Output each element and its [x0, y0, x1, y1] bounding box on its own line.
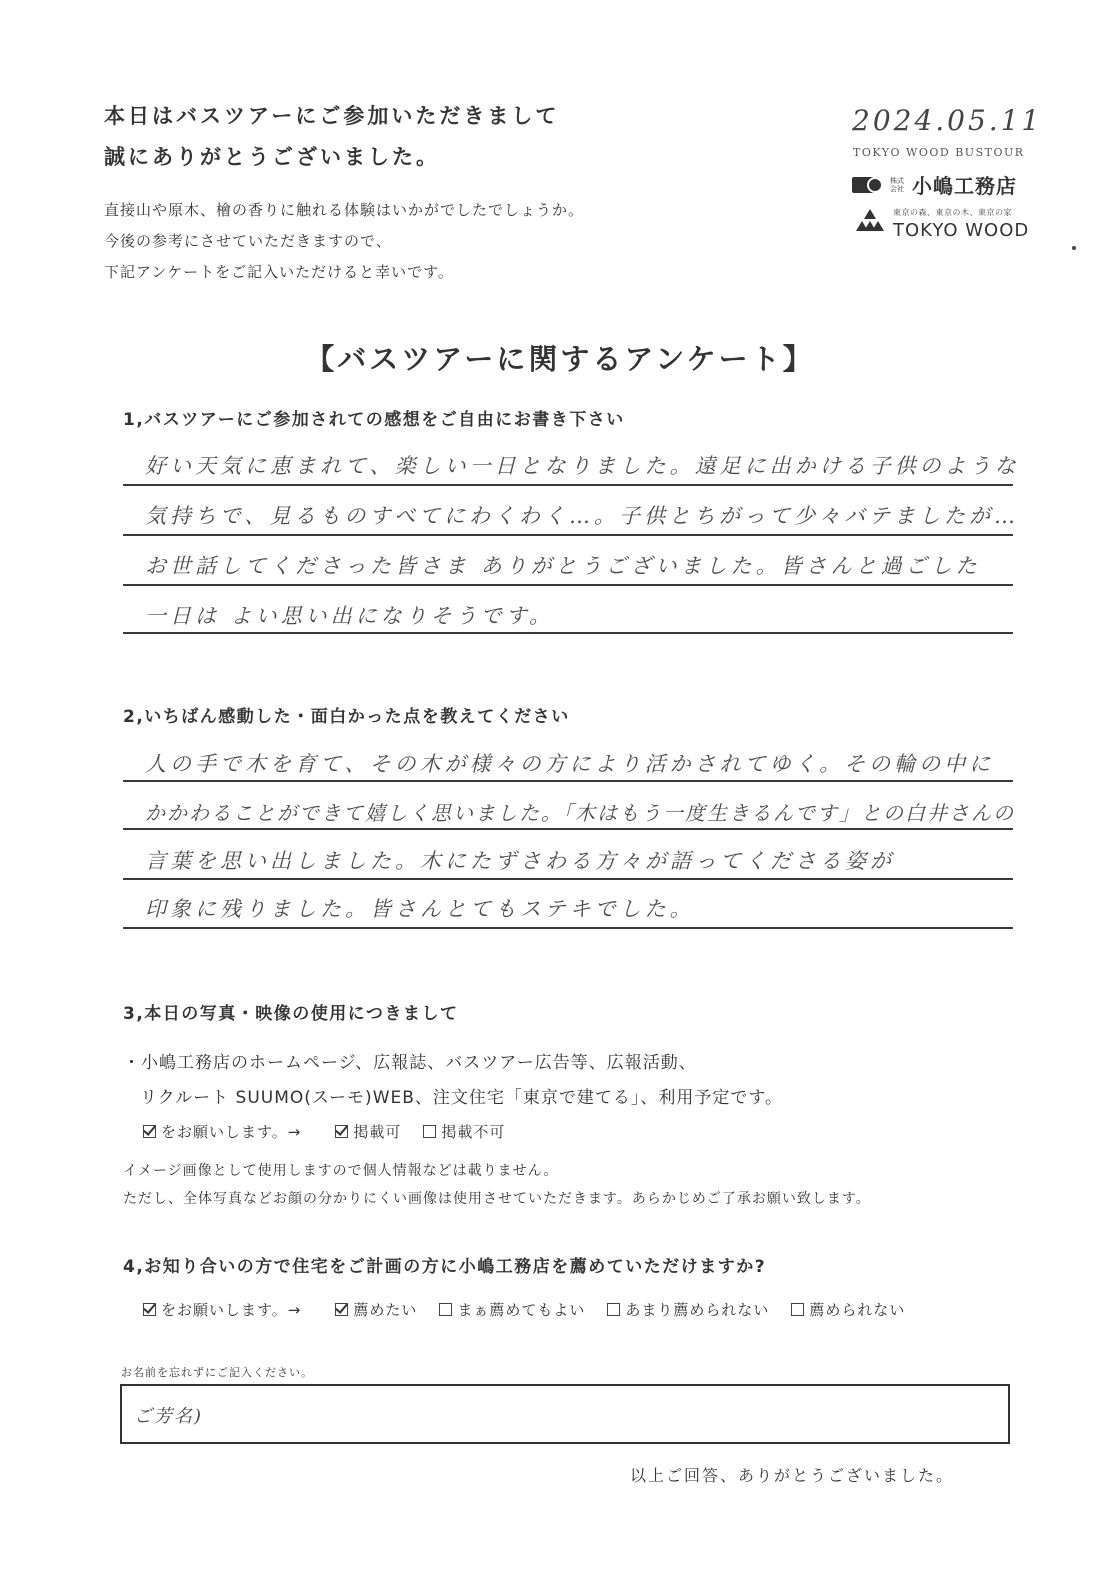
q3-usage-line-2: リクルート SUUMO(スーモ)WEB、注文住宅「東京で建てる」、利用予定です。: [140, 1088, 784, 1108]
q3-note-1: イメージ画像として使用しますので個人情報などは載りません。: [123, 1163, 559, 1179]
check-icon: [143, 1303, 156, 1316]
tokyo-wood-trees-icon: [852, 207, 888, 239]
scan-speck: [1072, 246, 1076, 250]
tokyo-wood-tagline: 東京の森、東京の木、東京の家: [893, 208, 1012, 217]
question-2: 2,いちばん感動した・面白かった点を教えてください: [123, 707, 570, 727]
q4-option-recommend-label: 薦めたい: [353, 1301, 418, 1319]
q4-option-unlikely-label: あまり薦められない: [625, 1301, 770, 1319]
name-label: ご芳名): [134, 1406, 204, 1427]
checkbox-empty-icon[interactable]: [439, 1303, 452, 1316]
q1-rule-3: [123, 584, 1013, 586]
q2-rule-3: [123, 878, 1013, 880]
checkbox-checked-icon[interactable]: [335, 1303, 348, 1316]
intro-line-2: 今後の参考にさせていただきますので、: [104, 232, 392, 250]
q1-answer-line-4: 一日は よい思い出になりそうです。: [145, 604, 554, 628]
checkbox-checked-icon[interactable]: [335, 1125, 348, 1138]
checkbox-empty-icon[interactable]: [791, 1303, 804, 1316]
survey-title: 【バスツアーに関するアンケート】: [305, 342, 815, 376]
q4-option-no-label: 薦められない: [809, 1301, 906, 1319]
checkbox-empty-icon[interactable]: [423, 1125, 436, 1138]
q4-option-unlikely[interactable]: [607, 1299, 769, 1320]
greeting-line-1: 本日はバスツアーにご参加いただきまして: [104, 104, 560, 128]
q1-rule-2: [123, 534, 1013, 536]
q4-option-maybe-label: まぁ薦めてもよい: [457, 1301, 586, 1319]
q3-consent-row: [143, 1121, 505, 1142]
q1-answer-line-3: お世話してくださった皆さま ありがとうございました。皆さんと過ごした: [145, 554, 981, 578]
q2-answer-line-2: かかわることができて嬉しく思いました。「木はもう一度生きるんです」との白井さんの: [145, 801, 1015, 825]
intro-line-1: 直接山や原木、檜の香りに触れる体験はいかがでしたでしょうか。: [104, 201, 585, 219]
q2-answer-line-4: 印象に残りました。皆さんとてもステキでした。: [145, 897, 695, 921]
company-name: 小嶋工務店: [912, 174, 1017, 198]
q4-option-recommend[interactable]: [335, 1299, 417, 1320]
closing-message: 以上ご回答、ありがとうございました。: [630, 1466, 955, 1485]
question-3: 3,本日の写真・映像の使用につきまして: [123, 1004, 459, 1024]
q4-option-maybe[interactable]: [439, 1299, 585, 1320]
q3-prompt: をお願いします。→: [161, 1123, 302, 1141]
question-1: 1,バスツアーにご参加されての感想をご自由にお書き下さい: [123, 410, 625, 430]
q1-answer-line-1: 好い天気に恵まれて、楽しい一日となりました。遠足に出かける子供のような: [145, 454, 1020, 478]
q2-rule-2: [123, 828, 1013, 830]
q2-answer-line-3: 言葉を思い出しました。木にたずさわる方々が語ってくださる姿が: [145, 849, 895, 873]
checkbox-empty-icon[interactable]: [607, 1303, 620, 1316]
q1-answer-line-2: 気持ちで、見るものすべてにわくわく…。子供とちがって少々バテましたが…: [145, 504, 1019, 528]
name-field[interactable]: [120, 1384, 1010, 1444]
q2-rule-4: [123, 927, 1013, 929]
q4-answer-row: [143, 1299, 905, 1320]
company-type: 株式会社: [890, 176, 904, 193]
event-date: 2024.05.11: [852, 104, 1043, 137]
tokyo-wood-name: TOKYO WOOD: [893, 220, 1030, 241]
q2-rule-1: [123, 780, 1013, 782]
q3-option-deny[interactable]: [423, 1121, 505, 1142]
question-4: 4,お知り合いの方で住宅をご計画の方に小嶋工務店を薦めていただけますか?: [123, 1257, 767, 1277]
company-logo: [852, 170, 1017, 199]
q4-prompt: をお願いします。→: [161, 1301, 302, 1319]
event-name: TOKYO WOOD BUSTOUR: [853, 146, 1025, 159]
greeting-line-2: 誠にありがとうございました。: [104, 145, 440, 169]
intro-line-3: 下記アンケートをご記入いただけると幸いです。: [104, 263, 454, 281]
kojima-logo-icon: [852, 177, 876, 193]
check-icon: [143, 1125, 156, 1138]
q3-note-2: ただし、全体写真などお顔の分かりにくい画像は使用させていただきます。あらかじめご了承お願い致します。: [123, 1191, 871, 1207]
q4-option-no[interactable]: [791, 1299, 905, 1320]
q3-usage-line-1: ・小嶋工務店のホームページ、広報誌、バスツアー広告等、広報活動、: [123, 1053, 697, 1073]
q1-rule-4: [123, 632, 1013, 634]
q3-option-allow[interactable]: [335, 1121, 401, 1142]
q3-option-deny-label: 掲載不可: [441, 1123, 506, 1141]
q3-option-allow-label: 掲載可: [353, 1123, 402, 1141]
q2-answer-line-1: 人の手で木を育て、その木が様々の方により活かされてゆく。その輪の中に: [145, 752, 995, 776]
name-hint: お名前を忘れずにご記入ください。: [121, 1366, 313, 1379]
q1-rule-1: [123, 484, 1013, 486]
